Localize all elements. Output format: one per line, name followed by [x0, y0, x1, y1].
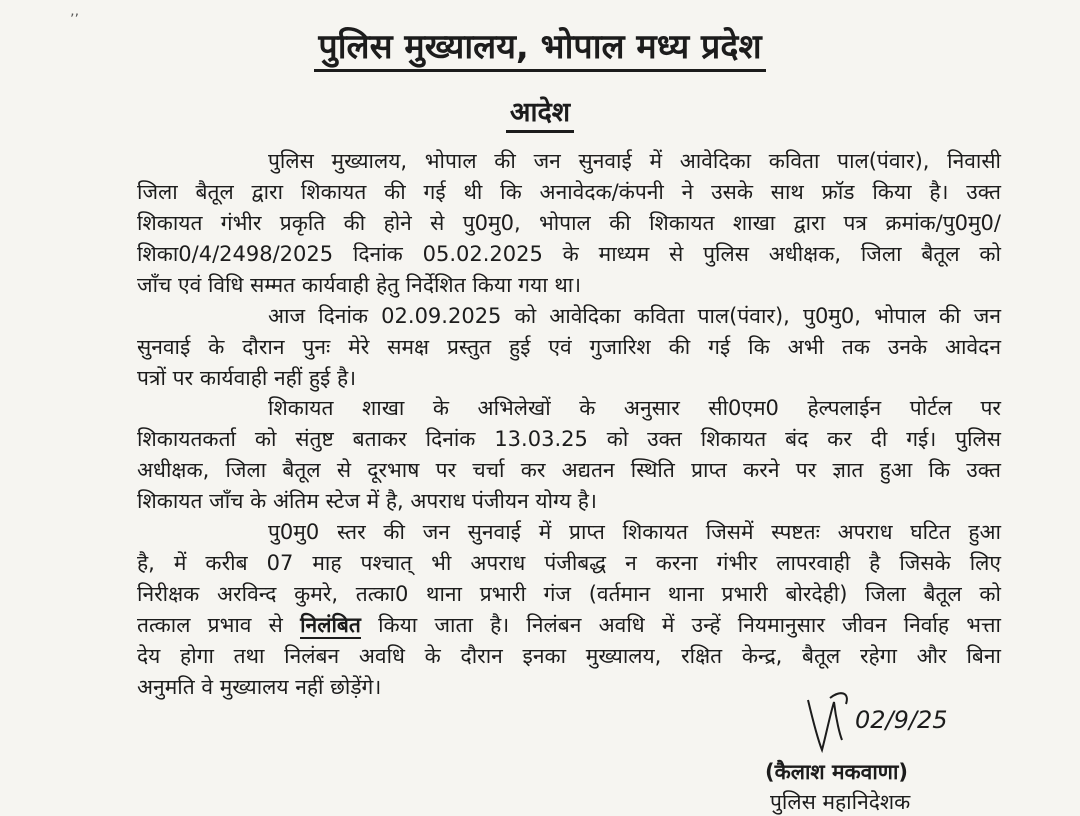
- body-line: शिकायत जाँच के अंतिम स्टेज में है, अपराध पंजीयन योग्य है।: [137, 489, 597, 513]
- signature-date: 02/9/25: [855, 706, 948, 734]
- body-line: निरीक्षक अरविन्द कुमरे, तत्का0 थाना प्रभारी गंज (वर्तमान थाना प्रभारी बोरदेही) जिला बैतूल को: [137, 582, 1001, 606]
- body-line: शिकायतकर्ता को संतुष्ट बताकर दिनांक 13.03.25 को उक्त शिकायत बंद कर दी गई। पुलिस: [137, 427, 1001, 451]
- suspended-word: निलंबित: [300, 613, 361, 637]
- body-line-suspension: [137, 610, 1001, 640]
- body-line: पुलिस मुख्यालय, भोपाल की जन सुनवाई में आवेदिका कविता पाल(पंवार), निवासी: [268, 149, 1001, 173]
- signatory-designation: पुलिस महानिदेशक: [770, 790, 911, 814]
- suspension-prefix: तत्काल प्रभाव से: [137, 613, 283, 637]
- body-line: पत्रों पर कार्यवाही नहीं हुई है।: [137, 366, 357, 390]
- body-line: शिकायत गंभीर प्रकृति की होने से पु0मु0, भोपाल की शिकायत शाखा द्वारा पत्र क्रमांक/पु0मु0/: [137, 211, 1001, 235]
- order-heading-text: आदेश: [506, 97, 574, 133]
- body-line: अनुमति वे मुख्यालय नहीं छोड़ेंगे।: [137, 675, 382, 699]
- body-line: शिका0/4/2498/2025 दिनांक 05.02.2025 के माध्यम से पुलिस अधीक्षक, जिला बैतूल को: [137, 242, 1001, 266]
- body-line: पु0मु0 स्तर की जन सुनवाई में प्राप्त शिकायत जिसमें स्पष्टतः अपराध घटित हुआ: [268, 520, 1001, 544]
- body-line: आज दिनांक 02.09.2025 को आवेदिका कविता पाल(पंवार), पु0मु0, भोपाल की जन: [268, 304, 1001, 328]
- body-line: सुनवाई के दौरान पुनः मेरे समक्ष प्रस्तुत हुई एवं गुजारिश की गई कि अभी तक उनके आवेदन: [137, 335, 1001, 359]
- body-line: है, में करीब 07 माह पश्चात् भी अपराध पंजीबद्ध न करना गंभीर लापरवाही है जिसके लिए: [137, 551, 1001, 575]
- body-line: शिकायत शाखा के अभिलेखों के अनुसार सी0एम0 हेल्पलाईन पोर्टल पर: [268, 396, 1001, 420]
- body-line: देय होगा तथा निलंबन अवधि के दौरान इनका मुख्यालय, रक्षित केन्द्र, बैतूल रहेगा और बिना: [137, 644, 1001, 668]
- corner-mark: ’’: [70, 12, 79, 28]
- signatory-name: (कैलाश मकवाणा): [765, 760, 909, 784]
- body-line: अधीक्षक, जिला बैतूल से दूरभाष पर चर्चा कर अद्यतन स्थिति प्राप्त करने पर ज्ञात हुआ कि उक्त: [137, 458, 1001, 482]
- body-line: जाँच एवं विधि सम्मत कार्यवाही हेतु निर्देशित किया गया था।: [137, 273, 582, 297]
- body-line: जिला बैतूल द्वारा शिकायत की गई थी कि अनावेदक/कंपनी ने उसके साथ फ्रॉड किया है। उक्त: [137, 180, 1001, 204]
- signature-scribble: [800, 680, 970, 760]
- order-heading: [0, 92, 1080, 129]
- document-title-text: पुलिस मुख्यालय, भोपाल मध्य प्रदेश: [314, 27, 765, 72]
- document-title: [0, 22, 1080, 68]
- suspension-suffix: किया जाता है। निलंबन अवधि में उन्हें नियमानुसार जीवन निर्वाह भत्ता: [378, 613, 1001, 637]
